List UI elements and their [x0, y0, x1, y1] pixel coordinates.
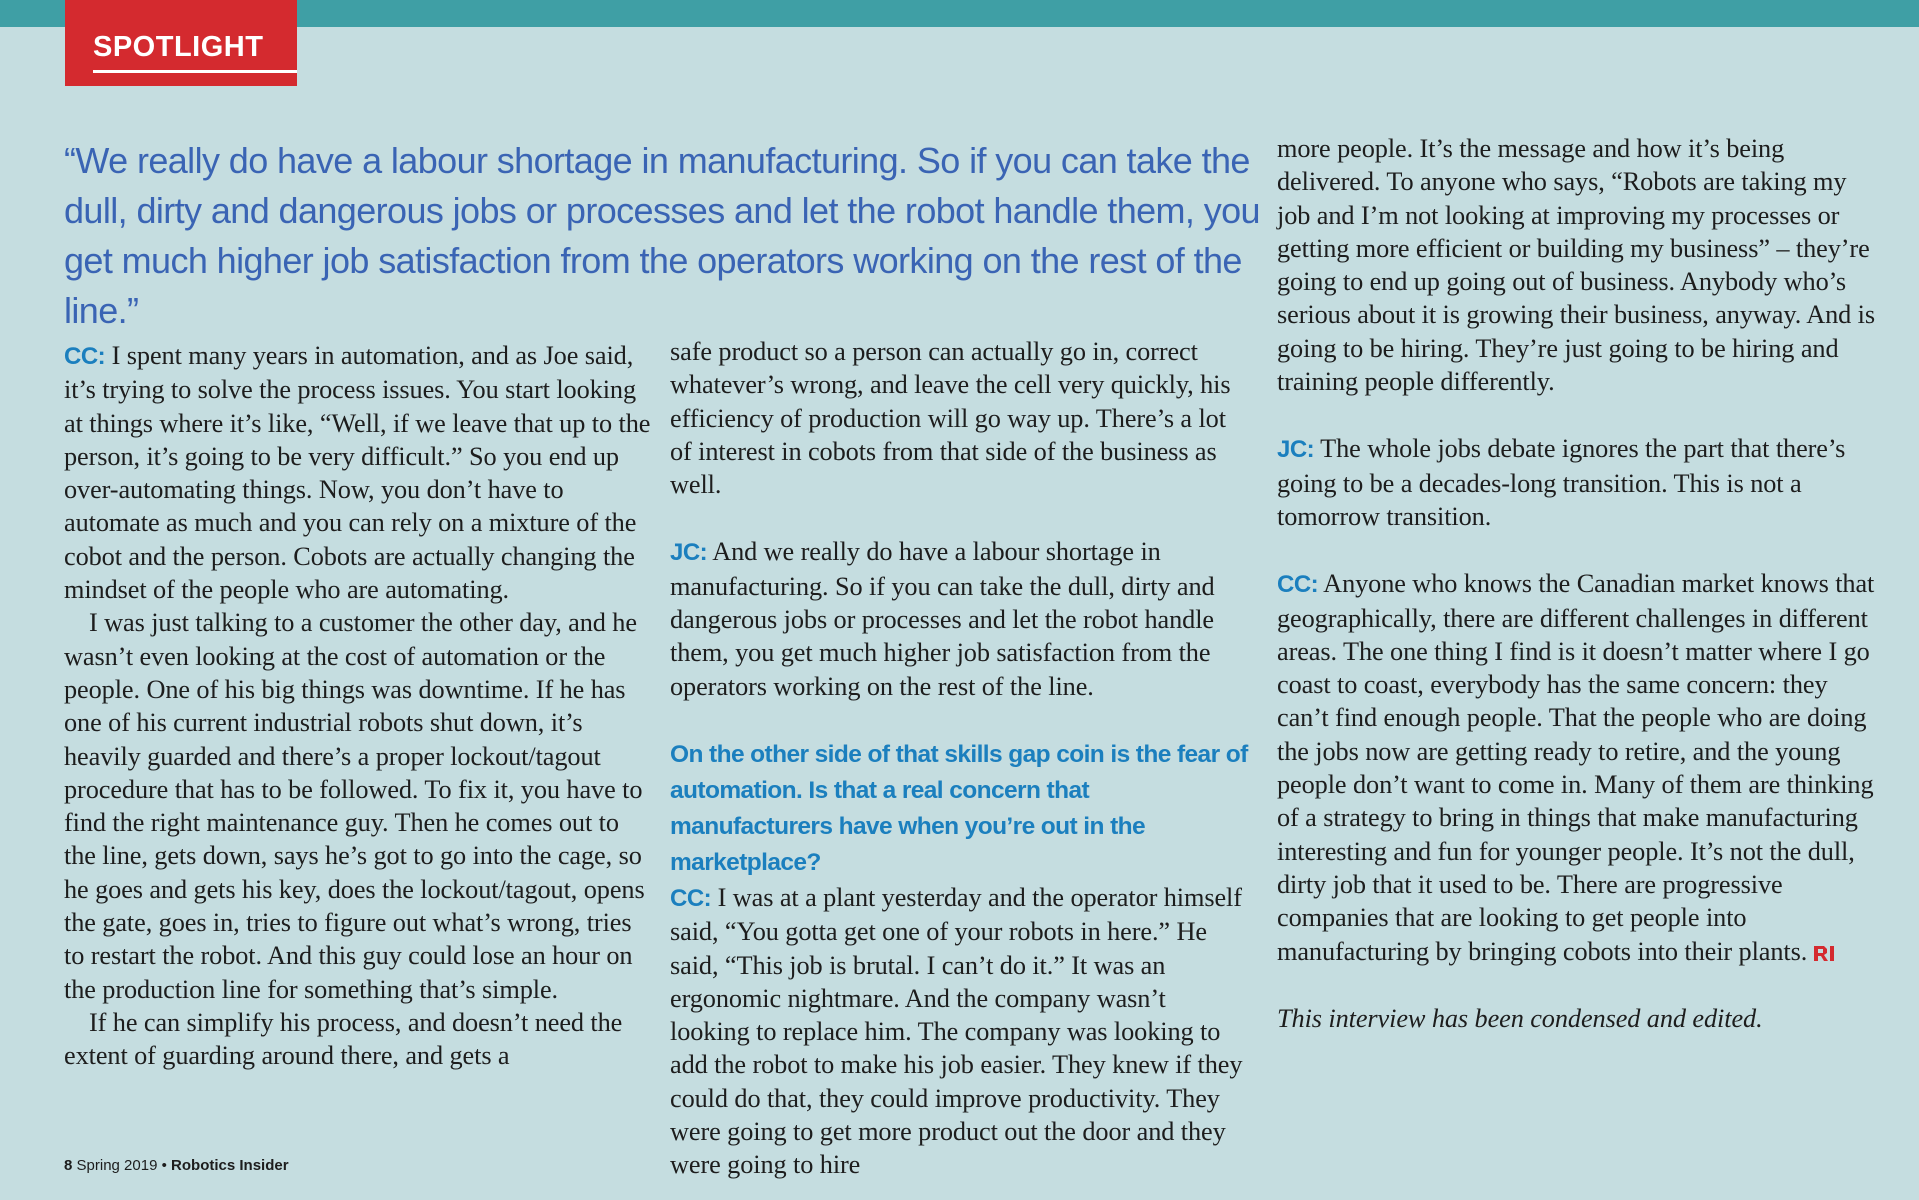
paragraph [670, 535, 1250, 702]
paragraph: If he can simplify his process, and doesn’t need the extent of guarding around there, and gets a [64, 1007, 623, 1071]
footer-separator: • [161, 1157, 167, 1174]
article-column-1 [64, 339, 654, 1073]
speaker-label: JC: [1277, 436, 1315, 464]
paragraph-text: Anyone who knows the Canadian market knows that geographically, there are different challenges in different areas. The one thing I find is it doesn’t matter where I go coast to coast, everybody has the same concern: they can’t find enough people. That the people who are doing the jobs now are getting ready to retire, and the young people don’t want to come in. Many of them are thinking of a strategy to bring in things that make manufacturing interesting and fun for younger people. It’s not the dull, dirty job that it used to be. There are progressive companies that are looking to get people into manufacturing by bringing cobots into their plants. [1277, 569, 1875, 966]
paragraph: I was just talking to a customer the other day, and he wasn’t even looking at the cost of automation or the people. One of his big things was downtime. If he has one of his current industrial robots shut down, it’s heavily guarded and there’s a proper lockout/tagout procedure that has to be followed. To fix it, you have to find the right maintenance guy. Then he comes out to the line, gets down, says he’s got to go into the cage, so he goes and gets his key, does the lockout/tagout, opens the gate, goes in, tries to figure out what’s wrong, tries to restart the robot. And this guy could lose an hour on the production line for something that’s simple. [64, 608, 645, 1004]
paragraph [64, 339, 654, 606]
article-column-3 [1277, 132, 1877, 1035]
section-tab-rule [93, 70, 297, 73]
paragraph [1277, 432, 1877, 533]
pull-quote: “We really do have a labour shortage in manufacturing. So if you can take the dull, dirty and dangerous jobs or processes and let the robot handle them, you get much higher job satisfaction from the operators working on the rest of the line.” [64, 140, 1260, 331]
speaker-label: CC: [1277, 571, 1319, 599]
paragraph: more people. It’s the message and how it’s being delivered. To anyone who says, “Robots are taking my job and I’m not looking at improving my processes or getting more efficient or building my business” – they’re going to end up going out of business. Anybody who’s serious about it is growing their business, anyway. And is going to be hiring. They’re just going to be hiring and training people differently. [1277, 134, 1876, 397]
paragraph: safe product so a person can actually go in, correct whatever’s wrong, and leave the cell very quickly, his efficiency of production will go way up. There’s a lot of interest in cobots from that side of the business as well. [670, 337, 1231, 500]
ri-end-mark-icon [1813, 937, 1837, 970]
editorial-note: This interview has been condensed and edited. [1277, 1003, 1763, 1033]
paragraph-text: I was at a plant yesterday and the operator himself said, “You gotta get one of your robots in here.” He said, “This job is brutal. I can’t do it.” It was an ergonomic nightmare. And the company wasn’t looking to replace him. The company was looking to add the robot to make his job easier. They knew if they could do that, they could improve productivity. They were going to get more product out the door and they were going to hire [670, 882, 1243, 1180]
interview-question: On the other side of that skills gap coin is the fear of automation. Is that a real concern that manufacturers have when you’re out in the marketplace? [670, 740, 1248, 876]
paragraph [670, 881, 1250, 1182]
speaker-label: CC: [64, 343, 106, 370]
paragraph-text: The whole jobs debate ignores the part that there’s going to be a decades-long transition. This is not a tomorrow transition. [1277, 434, 1846, 531]
page-footer [64, 1157, 289, 1174]
publication-name: Robotics Insider [171, 1157, 289, 1174]
paragraph-text: And we really do have a labour shortage in manufacturing. So if you can take the dull, dirty and dangerous jobs or processes and let the robot handle them, you get much higher job satisfaction from the operators working on the rest of the line. [670, 537, 1215, 701]
paragraph-text: I spent many years in automation, and as Joe said, it’s trying to solve the process issues. You start looking at things where it’s like, “Well, if we leave that up to the person, it’s going to be very difficult.” So you end up over-automating things. Now, you don’t have to automate as much and you can rely on a mixture of the cobot and the person. Cobots are actually changing the mindset of the people who are automating. [64, 341, 651, 605]
speaker-label: CC: [670, 884, 712, 912]
page-number: 8 [64, 1157, 73, 1174]
issue-date: Spring 2019 [76, 1157, 158, 1174]
section-label: SPOTLIGHT [93, 31, 264, 63]
article-column-2 [670, 335, 1250, 1182]
speaker-label: JC: [670, 539, 708, 567]
section-tab [65, 0, 297, 86]
paragraph [1277, 567, 1877, 970]
